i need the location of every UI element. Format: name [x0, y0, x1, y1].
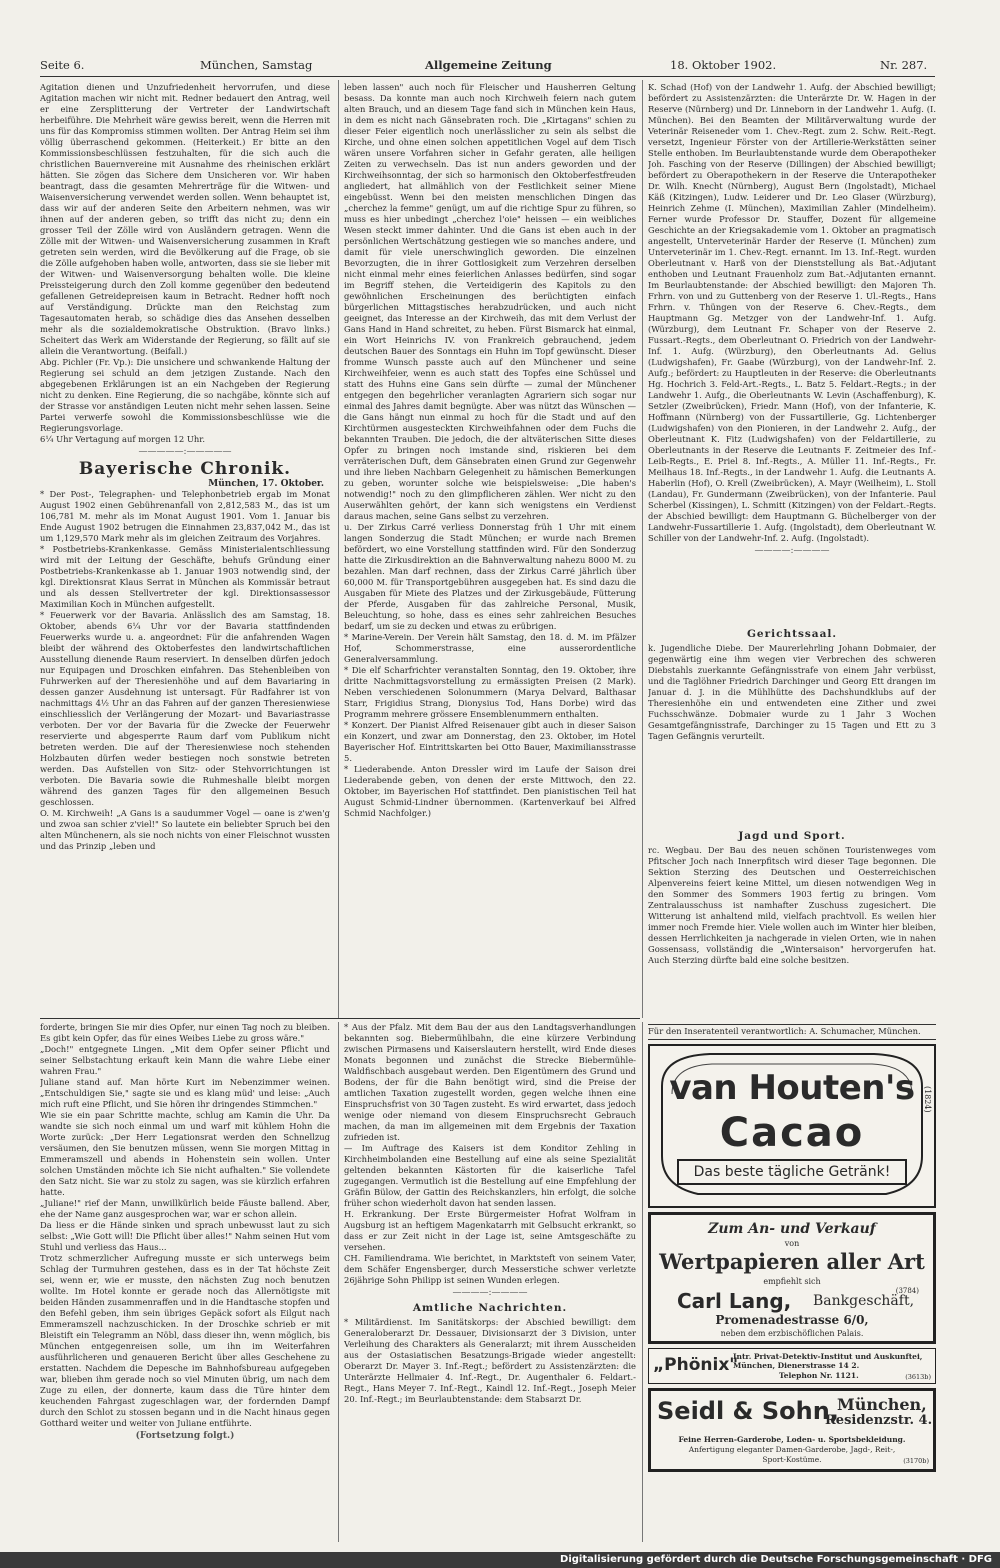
- digitization-footer: [0, 1552, 1000, 1568]
- newspaper-title: Allgemeine Zeitung: [425, 58, 552, 72]
- place-day: München, Samstag: [200, 58, 313, 72]
- column-divider: [642, 80, 643, 1018]
- chronik-dateline: München, 17. Oktober.: [208, 479, 324, 489]
- separator: —————:—————: [138, 447, 232, 457]
- van-houten-brand: van Houten's: [669, 1068, 915, 1108]
- van-houten-slogan: Das beste tägliche Getränk!: [693, 1164, 891, 1180]
- ad-phoenix: [648, 1348, 936, 1384]
- inseratenteil-text: Für den Inseratenteil verantwortlich: A. Schumacher, München.: [648, 1026, 921, 1036]
- lang-name: Carl Lang,: [677, 1289, 792, 1313]
- seidl-name: Seidl & Sohn,: [657, 1397, 839, 1425]
- page-header: [40, 58, 935, 74]
- phoenix-code: (3613b): [905, 1373, 931, 1381]
- section-title-amtliche: Amtliche Nachrichten.: [412, 1302, 568, 1314]
- column-1-feuilleton: [40, 1022, 330, 1542]
- local-news: leben lassen" auch noch für Fleischer und Hausherren Geltung besass. Da konnte man auch noch Kirchweih feiern nach gutem alten Brauch, und an diesem Tage fand sich in München kein Haus, in dem es nicht nach Gänsebraten roch. Die „Kirtagans" schien zu dieser Feier eigentlich noch unerlässlicher zu sein als selbst die Kirche, und ohne einen solchen appetitlichen Vogel auf dem Tisch wären unsere Vorfahren sicher in Gefahr geraten, alle heiligen Zeiten zu verwechseln. Das ist nun anders geworden und der Kirchweihsonntag, der sich so harmonisch den Oktoberfestfreuden angliedert, hat allmählich von der Festlichkeit seiner Miene eingebüsst. Wenn bei den meisten menschlichen Dingen das „cherchez la femme" genügt, um auf die richtige Spur zu führen, so muss es hier unbedingt „cherchez l'oie" heissen — ein weibliches Wesen steckt immer dahinter. Und die Gans ist eben auch in der persönlichen Wertschätzung gestiegen wie so manches andere, und damit für viele unerschwinglich geworden. Die einzelnen Bevorzugten, die in ihrer Gottlosigkeit zum Verzehren derselben nicht einmal mehr eines feierlichen Anlasses bedürfen, sind sogar im Begriff stehen, die Verteidigerin des Kapitols zu den gewöhnlichen Erscheinungen des berüchtigten einfach bürgerlichen Mittagstisches herabzudrücken, und auch nicht geeignet, das Interesse an der Kirchweih, das mit dem Verlust der Gans Hand in Hand schreitet, zu heben. Fürst Bismarck hat einmal, ein Wort Heinrichs IV. von Frankreich gebrauchend, jedem deutschen Bauer des Sonntags ein Huhn im Topf gewünscht. Dieser fromme Wunsch passte auch auf den Münchener und seine Kirchweihfeier, wenn es auch statt des Topfes eine Schüssel und statt des Huhns eine Gans sein dürfte — zumal der Münchener entgegen den begehrlicher veranlagten Agrariern sich sogar nur einmal des Jahres damit begnügte. Aber was nützt das Wünschen — die Gans hängt nun einmal zu hoch für die Stadt und auf den Kirchtürmen ausgesteckten Kirchweihfahnen oder dem Fuchs die bekannten Trauben. Die jedoch, die der altväterischen Sitte dieses Opfer zu bringen noch imstande sind, riskieren bei dem verräterischen Duft, dem Gänsebraten einen Grund zur Gegenwehr und ihre lieben Nachbarn Gelegenheit zu hämischen Bemerkungen zu geben, worunter solche wie beispielsweise: „Die haben's notwendig!" noch zu den glimpflicheren zählen. Wer nicht zu den Auserwählten gehört, der kann sich wenigstens ein Verdienst daraus machen, seine Gans selbst zu verzehren. u. Der Zirkus Carré verliess Donnerstag früh 1 Uhr mit einem langen Sonderzug die Stadt München; er wurde nach Bremen befördert, wo eine Vorstellung stattfinden wird. Für den Sonderzug hatte die Zirkusdirektion an die Bahnverwaltung nahezu 8000 M. zu bezahlen. Man darf rechnen, dass der Zirkus Carré jährlich über 60,000 M. für Transportgebühren ausgegeben hat. Es sind dazu die Ausgaben für Miete des Platzes und der Zirkusgebäude, Fütterung der Pferde, Ausgaben für das zahlreiche Personal, Musik, Beleuchtung, so hohe, dass es eines sehr zahlreichen Besuches bedarf, um sie zu decken und etwas zu erübrigen. * Marine-Verein. Der Verein hält Samstag, den 18. d. M. im Pfälzer Hof, Schommerstrasse, eine ausserordentliche Generalversammlung. * Die elf Scharfrichter veranstalten Sonntag, den 19. Oktober, ihre dritte Nachmittagsvorstellung zu ermässigten Preisen (2 Mark). Neben verschiedenen Solonummern (Marya Delvard, Balthasar Starr, Frigidius Strang, Dionysius Tod, Hans Dorbe) wird das Programm mehrere grössere Ensemblenummern enthalten. * Konzert. Der Pianist Alfred Reisenauer gibt auch in dieser Saison ein Konzert, und zwar am Donnerstag, den 23. Oktober, im Hotel Bayerischer Hof. Eintrittskarten bei Otto Bauer, Maximiliansstrasse 5. * Liederabende. Anton Dressler wird im Laufe der Saison drei Liederabende geben, von denen der erste Mittwoch, den 22. Oktober, im Bayerischen Hof stattfindet. Den pianistischen Teil hat August Schmid-Lindner übernommen. (Kartenverkauf bei Alfred Schmid Nachfolger.): [344, 82, 636, 818]
- gerichtssaal-section: [648, 624, 936, 824]
- section-title-gerichtssaal: Gerichtssaal.: [746, 628, 838, 640]
- issue-number: Nr. 287.: [880, 58, 928, 72]
- phoenix-phone: Telephon Nr. 1121.: [779, 1371, 859, 1380]
- footer-text: Digitalisierung gefördert durch die Deutsche Forschungsgemeinschaft · DFG: [560, 1554, 992, 1565]
- lang-line1: Zum An- und Verkauf: [708, 1221, 876, 1237]
- feuilleton-rule: [40, 1018, 640, 1019]
- lang-code: (3784): [895, 1287, 919, 1295]
- ad-van-houten: [648, 1044, 936, 1208]
- seidl-code: (3170b): [903, 1457, 929, 1465]
- seidl-line3: Sport-Kostüme.: [762, 1455, 822, 1464]
- van-houten-code: (1824): [923, 1086, 932, 1113]
- page-number: Seite 6.: [40, 58, 85, 72]
- military-personnel-list: K. Schad (Hof) von der Landwehr 1. Aufg. der Abschied bewilligt; befördert zu Assistenzärzten: die Unterärzte Dr. W. Hagen in der Reserve (Nürnberg) und Dr. Linneborn in der Landwehr 1. Aufg. (I. München). Bei den Beamten der Militärverwaltung wurde der Veterinär Reiseneder vom 1. Chev.-Regt. zum 2. Schw. Reit.-Regt. versetzt, Ingenieur Förster von der Artillerie-Werkstätten seiner Stelle enthoben. Im Beurlaubtenstande wurde dem Oberapotheker Joh. Fasching von der Reserve (Dillingen) der Abschied bewilligt; befördert zu Oberapothekern in der Reserve die Unterapotheker Dr. Wilh. Knecht (Nürnberg), August Bern (Ingolstadt), Michael Käß (Kitzingen), Ludw. Leiderer und Dr. Leo Glaser (Würzburg), Heinrich Zehme (I. München), Maximilian Zahler (Mindelheim). Ferner wurde Professor Dr. Stauffer, Dozent für allgemeine Geschichte an der Kriegsakademie vom 1. Oktober an pragmatisch angestellt, Unterveterinär Harder der Reserve (I. München) zum Unterveterinär im 1. Chev.-Regt. ernannt. Im 13. Inf.-Regt. wurden Oberleutnant v. Harß von der Dienststellung als Bat.-Adjutant enthoben und Leutnant Frauenholz zum Bat.-Adjutanten ernannt. Im Beurlaubtenstande: der Abschied bewilligt: den Majoren Th. Frhrn. von und zu Guttenberg von der Reserve 1. Ul.-Regts., Hans Frhrn. v. Thüngen von der Reserve 6. Chev.-Regts., dem Hauptmann Gg. Metzger von der Landwehr-Inf. 1. Aufg. (Würzburg), dem Leutnant Fr. Schaper von der Reserve 2. Fussart.-Regts., dem Oberleutnant O. Friedrich von der Landwehr-Inf. 1. Aufg. (Würzburg), den Oberleutnants Ad. Gelius (Ludwigshafen), Fr. Gaabe (Würzburg), von der Landwehr-Inf. 2. Aufg.; befördert: zu Hauptleuten in der Reserve: die Oberleutnants Hg. Hochrich 3. Feld-Art.-Regts., L. Batz 5. Feldart.-Regts.; in der Landwehr 1. Aufg., die Oberleutnants W. Levin (Aschaffenburg), K. Setzler (Zweibrücken), Friedr. Mann (Hof), von der Infanterie, K. Hoffmann (Nürnberg) von der Fussartillerie, Gg. Lichtenberger (Ludwigshafen) von den Pionieren, in der Landwehr 2. Aufg., der Oberleutnant K. Fitz (Ludwigshafen) von der Feldartillerie, zu Oberleutnants in der Reserve die Leutnants F. Zeitmeier des Inf.-Leib-Regts., E. Priel 8. Inf.-Regts., A. Müller 11. Inf.-Regts., Fr. Meilhaus 18. Inf.-Regts., in der Landwehr 1. Aufg. die Leutnants A. Haberlin (Hof), O. Krell (Zweibrücken), A. Mayr (Weilheim), L. Stoll (Landau), Fr. Gundermann (Zweibrücken), von der Infanterie. Paul Scherbel (Kissingen), L. Schmitt (Kitzingen) von der Feldart.-Regts. der Abschied bewilligt: dem Hauptmann G. Büchelberger von der Landwehr-Fussartillerie 1. Aufg. (Ingolstadt), dem Oberleutnant W. Schiller von der Landwehr-Inf. 2. Aufg. (Ingolstadt).: [648, 82, 936, 543]
- continuation-note: (Fortsetzung folgt.): [135, 1431, 235, 1441]
- column-divider: [642, 1022, 643, 1542]
- column-3-upper: [648, 82, 936, 622]
- seidl-line1: Feine Herren-Garderobe, Loden- u. Sportsbekleidung.: [678, 1435, 906, 1444]
- phoenix-text: Intr. Privat-Detektiv-Institut und Auskunftei, München, Dienerstrasse 14 2.: [733, 1352, 923, 1370]
- column-2-lower: [344, 1022, 636, 1542]
- lang-near: neben dem erzbischöflichen Palais.: [720, 1329, 864, 1338]
- header-rule: [40, 76, 935, 77]
- section-title-jagd: Jagd und Sport.: [738, 830, 846, 842]
- column-1-upper: [40, 82, 330, 1012]
- seidl-address: Residenzstr. 4.: [825, 1413, 933, 1428]
- chronik-text: * Der Post-, Telegraphen- und Telephonbetrieb ergab im Monat August 1902 einen Gebührenanfall von 2,812,583 M., das ist um 106,781 M. mehr als im Monat August 1901. Vom 1. Januar bis Ende August 1902 betrugen die Einnahmen 23,837,042 M., das ist um 1,129,570 Mark mehr als im gleichen Zeitraum des Vorjahres. * Postbetriebs-Krankenkasse. Gemäss Ministerialentschliessung wird mit der Leitung der Geschäfte, behufs Gründung einer Postbetriebs-Krankenkasse ab 1. Januar 1903 notwendig sind, der kgl. Direktionsrat Klaus Serrat in München als Kommissär betraut und als dessen Stellvertreter der kgl. Direktionsassessor Maximilian Koch in München aufgestellt. * Feuerwerk vor der Bavaria. Anlässlich des am Samstag, 18. Oktober, abends 6¼ Uhr vor der Bavaria stattfindenden Feuerwerks wurde u. a. angeordnet: Für die anfahrenden Wagen bleibt der während des Oktoberfestes den landwirtschaftlichen Ausstellung dienende Raum reserviert. In denselben dürfen jedoch nur Equipagen und Droschken einfahren. Das Stehenbleiben von Fuhrwerken auf der Theresienhöhe und auf dem Bavariaring in dessen ganzer Ausdehnung ist untersagt. Für Radfahrer ist von nachmittags 4½ Uhr an das Fahren auf der ganzen Theresienwiese einschliesslich der Verlängerung der Mozart- und Bavariastrasse verboten. Der vor der Bavaria für die Zwecke der Feuerwehr reservierte und abgesperrte Raum darf vom Publikum nicht betreten werden. Die auf der Theresienwiese noch stehenden Holzbauten dürfen weder bestiegen noch sonstwie betreten werden. Das Aufstellen von Sitz- oder Stehvorrichtungen ist verboten. Die Bavaria sowie die Ruhmeshalle bleibt morgen während des ganzen Tages für den allgemeinen Besuch geschlossen. O. M. Kirchweih! „A Gans is a saudummer Vogel — oane is z'wen'g und zwoa san schier z'viel!" So lautete ein beliebter Spruch bei den alten Münchenern, als sie noch nichts von einer Fleischnot wussten und das Prinzip „leben und: [40, 489, 330, 851]
- seidl-city: München,: [837, 1395, 927, 1414]
- amtliche-text: * Militärdienst. Im Sanitätskorps: der Abschied bewilligt: dem Generaloberarzt Dr. Dessauer, Divisionsarzt der 3 Division, unter Verleihung des Charakters als Generalarzt; mit ihrem Ausscheiden aus der Ostasiatischen Besatzungs-Brigade wieder angestellt: Oberarzt Dr. Mayer 3. Inf.-Regt.; befördert zu Assistenzärzten: die Unterärzte Hellmaier 4. Inf.-Regt., Dr. Augenthaler 6. Feldart.-Regt., Hans Meyer 7. Inf.-Regt., Kaindl 12. Inf.-Regt., Joseph Meier 20. Inf.-Regt.; im Beurlaubtenstande: dem Stabsarzt Dr.: [344, 1317, 636, 1404]
- inseratenteil-notice: [648, 1024, 936, 1040]
- reichstag-report: Agitation dienen und Unzufriedenheit hervorrufen, und diese Agitation machen wir nicht mit. Redner bedauert den Antrag, weil er eine Zersplitterung der Vertreter der Landwirtschaft herbeiführe. Die Mehrheit wäre gewiss bereit, wenn die Herren mit uns für das Kompromiss stimmen wollten. Der Antrag Heim sei ihm völlig überraschend gekommen. (Heiterkeit.) Er bitte an den Kommissionsbeschlüssen festzuhalten, für die sich auch die christlichen Bauernvereine mit Ausnahme des rheinischen erklärt hätten. Sie zögen das Sichere dem Unsicheren vor. Wir haben beantragt, dass die gesamten Mehrerträge für die Witwen- und Waisenversicherung verwendet werden sollen. Wenn behauptet ist, dass wir auf der anderen Seite den Arbeitern nehmen, was wir ihnen auf der anderen geben, so trifft das nicht zu; denn ein grosser Teil der Zölle wird von Ausländern getragen. Wenn die Zölle mit der Witwen- und Waisenversicherung zusammen in Kraft getreten sein werden, wird die Bevölkerung auf die Frage, ob sie die Zölle aufgehoben haben wolle, antworten, dass sie sie lieber mit der Witwen- und Waisenversorgung behalten wolle. Die kleine Preissteigerung durch den Zoll komme gegenüber den bedeutend gefallenen Getreidepreisen kaum in Betracht. Redner hofft noch auf Verständigung. Drückte man den Reichstag zum Tagesautomaten herab, so schädige dies das Ansehen desselben mehr als die sozialdemokratische Obstruktion. (Bravo links.) Scheitert das Werk am Widerstande der Regierung, so fällt auf sie allein die Verantwortung. (Beifall.) Abg. Pichler (Fr. Vp.): Die unsichere und schwankende Haltung der Regierung sei schuld an dem jetzigen Zustande. Nach den abgegebenen Erklärungen ist an ein Nachgeben der Regierung nicht zu denken. Eine Regierung, die so nachgäbe, könnte sich auf der Strasse vor anständigen Leuten nicht mehr sehen lassen. Seine Partei verwerfe sowohl die Kommissionsbeschlüsse wie die Regierungsvorlage. 6¼ Uhr Vertagung auf morgen 12 Uhr.: [40, 82, 330, 444]
- van-houten-product: Cacao: [719, 1110, 865, 1156]
- column-divider: [338, 1022, 339, 1542]
- jagd-text: rc. Wegbau. Der Bau des neuen schönen Touristenweges vom Pfitscher Joch nach Innerpfitsch wird dieser Tage begonnen. Die Sektion Sterzing des Deutschen und Oesterreichischen Alpenvereins feiert keine Mittel, um diesen notwendigen Weg in den Sommer des Sommers 1903 fertig zu bringen. Vom Zentralausschuss ist namhafter Zuschuss zugesichert. Die Witterung ist anhaltend mild, vielfach prachtvoll. Es weilen hier immer noch Fremde hier. Viele wollen auch im Winter hier bleiben, dessen Herrlichkeiten ja nachgerade in vielen Orten, wie in nahen Gossensass, vollständig die „Wintersaison" hervorgerufen hat. Auch Sterzing dürfte bald eine solche besitzen.: [648, 845, 936, 965]
- issue-date: 18. Oktober 1902.: [670, 58, 777, 72]
- column-2-upper: [344, 82, 636, 1012]
- lang-line3: Wertpapieren aller Art: [659, 1249, 925, 1274]
- ad-seidl-sohn: [648, 1388, 936, 1472]
- section-title-chronik: Bayerische Chronik.: [78, 459, 292, 479]
- jagd-section: [648, 826, 936, 1016]
- lang-address: Promenadestrasse 6/0,: [715, 1313, 869, 1327]
- ad-carl-lang: [648, 1212, 936, 1344]
- phoenix-name: „Phönix": [653, 1355, 739, 1375]
- lang-line4: empfiehlt sich: [763, 1277, 821, 1286]
- serial-novel-text: forderte, bringen Sie mir dies Opfer, nur einen Tag noch zu bleiben. Es gibt kein Opfer, das für eines Weibes Liebe zu gross wäre." „Doch!" entgegnete Lingen. „Mit dem Opfer seiner Pflicht und seiner Selbstachtung erkauft kein Mann die wahre Liebe einer wahren Frau." Juliane stand auf. Man hörte Kurt im Nebenzimmer weinen. „Entschuldigen Sie," sagte sie und es klang müd' und leise: „Auch mich ruft eine Pflicht, und Sie hören ihr dringendes Stimmchen." Wie sie ein paar Schritte machte, schlug am Kamin die Uhr. Da wandte sie sich noch einmal um und warf mit kühlem Hohn die Worte zurück: „Der Herr Legationsrat werden den Schnellzug versäumen, den Sie benutzen müssen, wenn Sie morgen Mittag in Emmeramszell und abends in Hohenstein sein wollen. Unter solchen Umständen möchte ich Sie nicht aufhalten." Sie vollendete den Satz nicht. Sie war zu stolz zu sagen, was sie kürzlich erfahren hatte. „Juliane!" rief der Mann, unwillkürlich beide Fäuste ballend. Aber, ehe der Name ganz ausgesprochen war, war er schon allein. Da liess er die Hände sinken und sprach unbewusst laut zu sich selbst: „Wie Gott will! Die Pflicht über alles!" Nahm seinen Hut vom Stuhl und verliess das Haus... Trotz schmerzlicher Aufregung musste er sich unterwegs beim Schlag der Turmuhren gestehen, dass es in der Tat höchste Zeit sei, wenn er, wie er musste, den nächsten Zug noch benutzen wollte. Im Hotel konnte er gerade noch das Allernötigste mit beiden Händen zusammenraffen und in die Handtasche stopfen und den Befehl geben, ihm sein übriges Gepäck sofort als Eilgut nach Emmeramszell nachzuschicken. In der Droschke schrieb er mit Bleistift ein Telegramm an Nöbl, dass dieser ihn, wenn möglich, bis München entgegenreisen solle, um ihn im Weiterfahren ausführlicheren und genaueren Bericht über alles Geschehene zu erstatten. Nachdem die Depesche im Bahnhofsbureau aufgegeben war, blieben ihm gerade noch so viel Minuten übrig, um nach dem Zuge zu eilen, der donnerte, kaum dass die Türe hinter dem keuchenden Fahrgast zugeschlagen war, der fordernden Dampf durch den Schlot zu stossen begann und in die Nacht hinaus gegen Gotthard weiter und weiter von Juliane entführte.: [40, 1022, 330, 1428]
- gerichtssaal-text: k. Jugendliche Diebe. Der Maurerlehrling Johann Dobmaier, der gegenwärtig eine ihm wegen vier Verbrechen des schweren Diebstahls zuerkannte Gefängnisstrafe von einem Jahr verbüsst, und die Taglöhner Friedrich Darchinger und Georg Ett drangen im Januar d. J. in die Mühlhütte des Dachshundklubs auf der Theresienhöhe ein und entwendeten eine Zither und zwei Fuchsschwänze. Dobmaier wurde zu 1 Jahr 3 Wochen Gesamtgefängnisstrafe, Darchinger zu 15 Tagen und Ett zu 3 Tagen Gefängnis verurteilt.: [648, 643, 936, 741]
- separator: ————:————: [754, 546, 830, 556]
- seidl-line2: Anfertigung eleganter Damen-Garderobe, Jagd-, Reit-,: [688, 1445, 896, 1454]
- regional-news: * Aus der Pfalz. Mit dem Bau der aus den Landtagsverhandlungen bekannten sog. Biebermühlbahn, die eine kürzere Verbindung zwischen Pirmasens und Kaiserslautern herstellt, wird Ende dieses Monats begonnen und zunächst die Strecke Biebermühle-Waldfischbach ausgebaut werden. Den Eigentümern des Grund und Bodens, der für die Bahn benötigt wird, sind die Preise der amtlichen Taxation zugestellt worden, gegen welche ihnen eine Einspruchsfrist von 30 Tagen zusteht. Es wird erwartet, dass jedoch wenige oder niemand von diesem Einspruchsrecht Gebrauch machen, da man im allgemeinen mit dem Ergebnis der Taxation zufrieden ist. — Im Auftrage des Kaisers ist dem Konditor Zehling in Kirchheimbolanden eine Bestellung auf eine als seine Spezialität geltenden bekannten Kästorten für die kaiserliche Tafel zugegangen. Vermutlich ist die Bestellung auf eine Empfehlung der Gräfin Bülow, der Gattin des Reichskanzlers, hin erfolgt, die solche früher schon wiederholt davon hat senden lassen. H. Erkrankung. Der Erste Bürgermeister Hofrat Wolfram in Augsburg ist an heftigem Magenkatarrh mit Gelbsucht erkrankt, so dass er zur Zeit nicht in der Lage ist, seine Amtsgeschäfte zu versehen. CH. Familiendrama. Wie berichtet, in Marktsteft von seinem Vater, dem Schäfer Engensberger, durch Messerstiche schwer verletzte 26jährige Sohn Philipp ist seinen Wunden erlegen.: [344, 1022, 636, 1285]
- column-divider: [338, 80, 339, 1018]
- separator: ————:————: [452, 1288, 528, 1298]
- lang-trade: Bankgeschäft,: [813, 1293, 915, 1309]
- lang-line2: von: [784, 1239, 800, 1248]
